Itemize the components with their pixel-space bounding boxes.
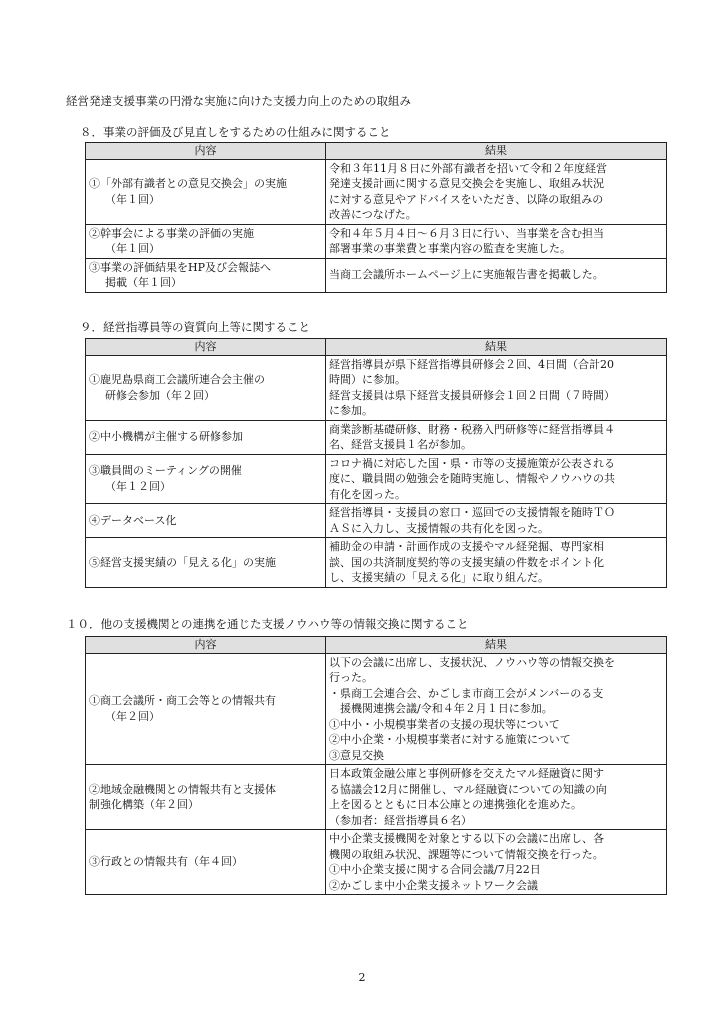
item-cell: ②地域金融機関との情報共有と支援体 制強化構築（年２回） — [86, 765, 326, 830]
item-cell: ①「外部有識者との意見交換会」の実施 （年１回） — [86, 159, 326, 224]
header-item: 内容 — [86, 143, 326, 160]
result-cell: コロナ禍に対応した国・県・市等の支援施策が公表される 度に、職員間の勉強会を随時実施し、情報やノウハウの共 有化を図った。 — [326, 454, 667, 504]
header-item: 内容 — [86, 339, 326, 356]
table-row — [86, 420, 667, 454]
header-result: 結果 — [326, 143, 667, 160]
result-cell: 令和４年５月４日～６月３日に行い、当事業を含む担当 部署事業の事業費と事業内容の監査を実施した。 — [326, 224, 667, 258]
section-9-title: ９．経営指導員等の資質向上等に関すること — [80, 320, 310, 334]
table-row — [86, 830, 667, 895]
result-cell: 以下の会議に出席し、支援状況、ノウハウ等の情報交換を 行った。 ・県商工会連合会、かごしま市商工会がメンバーのる支 援機関連携会議/令和４年２月１日に参加。 ①中小・小規模事業者の支援の現状等について ②中小企業・小規模事業者に対する施策について ③意見交換 — [326, 653, 667, 765]
item-cell: ②幹事会による事業の評価の実施 （年１回） — [86, 224, 326, 258]
item-cell: ①鹿児島県商工会議所連合会主催の 研修会参加（年２回） — [86, 355, 326, 420]
table-row — [86, 159, 667, 224]
header-result: 結果 — [326, 637, 667, 654]
table-row — [86, 224, 667, 258]
section-9-table — [85, 338, 667, 588]
result-cell: 日本政策金融公庫と事例研修を交えたマル経融資に関す る協議会12月に開催し、マル経融資についての知識の向 上を図るとともに日本公庫との連携強化を進めた。 （参加者：経営指導員６名） — [326, 765, 667, 830]
table-header — [86, 143, 667, 160]
item-cell: ③職員間のミーティングの開催 （年１２回） — [86, 454, 326, 504]
table-row — [86, 504, 667, 538]
item-cell: ②中小機構が主催する研修参加 — [86, 420, 326, 454]
result-cell: 経営指導員が県下経営指導員研修会２回、4日間（合計20 時間）に参加。 経営支援員は県下経営支援員研修会１回２日間（７時間） に参加。 — [326, 355, 667, 420]
item-cell: ③事業の評価結果をHP及び会報誌へ 掲載（年１回） — [86, 258, 326, 292]
table-row — [86, 765, 667, 830]
result-cell: 令和３年11月８日に外部有識者を招いて令和２年度経営 発達支援計画に関する意見交換会を実施し、取組み状況 に対する意見やアドバイスをいただき、以降の取組みの 改善につなげた。 — [326, 159, 667, 224]
item-cell: ⑤経営支援実績の「見える化」の実施 — [86, 538, 326, 588]
section-8-title: ８．事業の評価及び見直しをするための仕組みに関すること — [80, 125, 391, 139]
section-10-table — [85, 636, 667, 895]
section-8-table — [85, 142, 667, 293]
result-cell: 経営指導員・支援員の窓口・巡回での支援情報を随時ＴＯ ＡＳに入力し、支援情報の共有化を図った。 — [326, 504, 667, 538]
table-row — [86, 653, 667, 765]
item-cell: ①商工会議所・商工会等との情報共有 （年２回） — [86, 653, 326, 765]
item-cell: ④データベース化 — [86, 504, 326, 538]
page-title: 経営発達支援事業の円滑な実施に向けた支援力向上のための取組み — [66, 94, 411, 108]
result-cell: 当商工会議所ホームページ上に実施報告書を掲載した。 — [326, 258, 667, 292]
result-cell: 中小企業支援機関を対象とする以下の会議に出席し、各 機関の取組み状況、課題等について情報交換を行った。 ①中小企業支援に関する合同会議/7月22日 ②かごしま中小企業支援ネットワーク会議 — [326, 830, 667, 895]
result-cell: 補助金の申請・計画作成の支援やマル経発掘、専門家相 談、国の共済制度契約等の支援実績の件数をポイント化 し、支援実績の「見える化」に取り組んだ。 — [326, 538, 667, 588]
header-result: 結果 — [326, 339, 667, 356]
page-number: 2 — [358, 971, 366, 984]
table-row — [86, 454, 667, 504]
section-10-title: １０．他の支援機関との連携を通じた支援ノウハウ等の情報交換に関すること — [66, 617, 469, 631]
table-row — [86, 258, 667, 292]
table-header — [86, 339, 667, 356]
table-row — [86, 355, 667, 420]
table-row — [86, 538, 667, 588]
header-item: 内容 — [86, 637, 326, 654]
item-cell: ③行政との情報共有（年４回） — [86, 830, 326, 895]
result-cell: 商業診断基礎研修、財務・税務入門研修等に経営指導員４ 名、経営支援員１名が参加。 — [326, 420, 667, 454]
table-header — [86, 637, 667, 654]
